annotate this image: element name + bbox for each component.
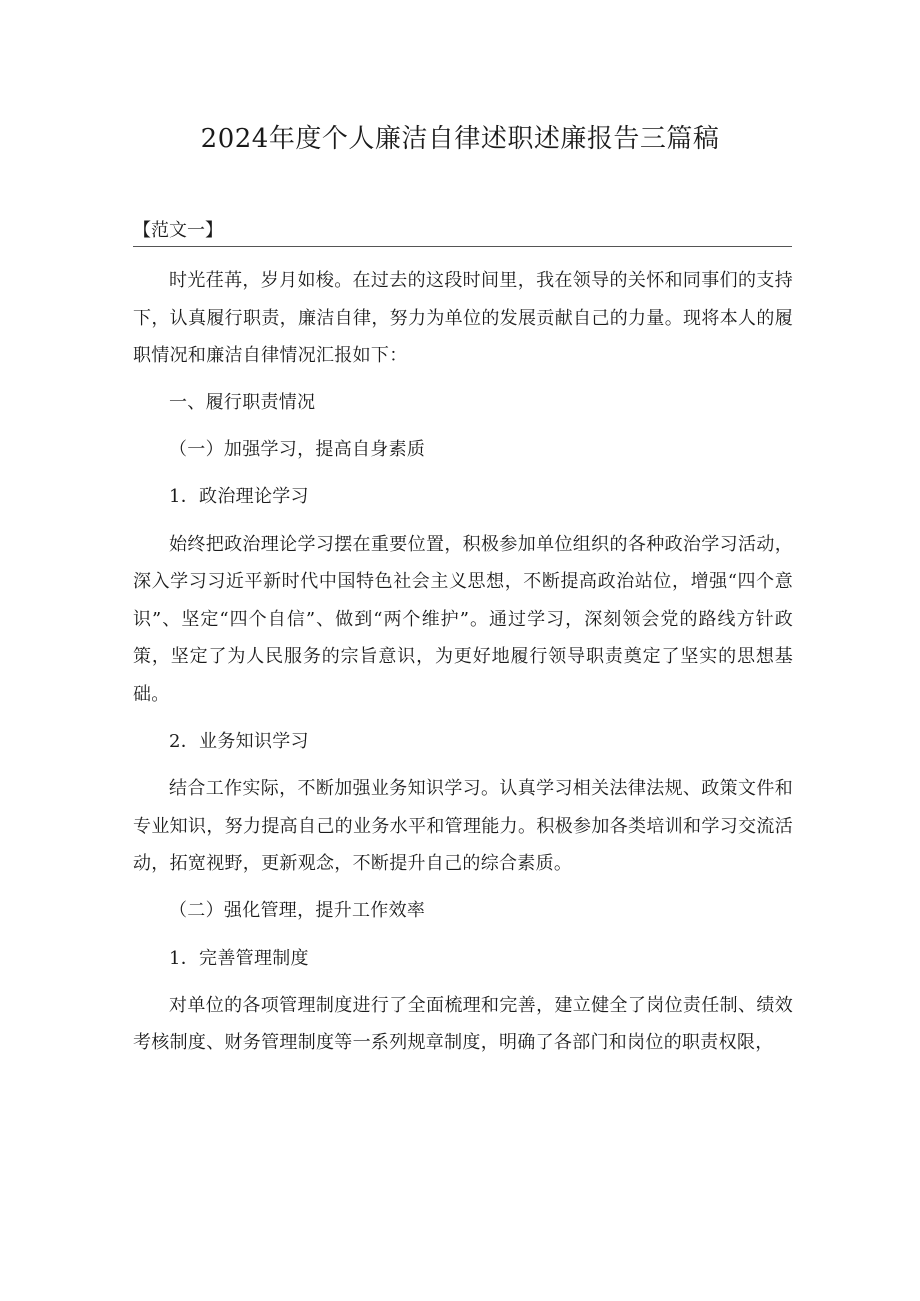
paragraph-political-study: 始终把政治理论学习摆在重要位置，积极参加单位组织的各种政治学习活动，深入学习习近平新时代中国特色社会主义思想，不断提高政治站位，增强“四个意识”、坚定“四个自信”、做到“两个维护”。通过学习，深刻领会党的路线方针政策，坚定了为人民服务的宗旨意识，为更好地履行领导职责奠定了坚实的思想基础。 <box>133 533 793 705</box>
heading-subsection-one: （一）加强学习，提高自身素质 <box>169 439 426 461</box>
heading-item-business-study: 2．业务知识学习 <box>169 731 309 753</box>
section-divider <box>133 246 792 247</box>
heading-item-management-system: 1．完善管理制度 <box>169 947 309 969</box>
paragraph-business-study: 结合工作实际，不断加强业务知识学习。认真学习相关法律法规、政策文件和专业知识，努力提高自己的业务水平和管理能力。积极参加各类培训和学习交流活动，拓宽视野，更新观念，不断提升自己的综合素质。 <box>133 778 793 875</box>
paragraph-intro: 时光荏苒，岁月如梭。在过去的这段时间里，我在领导的关怀和同事们的支持下，认真履行职责，廉洁自律，努力为单位的发展贡献自己的力量。现将本人的履职情况和廉洁自律情况汇报如下： <box>133 270 793 367</box>
section-label: 【范文一】 <box>133 220 223 241</box>
heading-item-political-study: 1．政治理论学习 <box>169 486 309 508</box>
document-title: 2024年度个人廉洁自律述职述廉报告三篇稿 <box>200 124 720 154</box>
heading-part-one: 一、履行职责情况 <box>169 392 316 414</box>
paragraph-management-system: 对单位的各项管理制度进行了全面梳理和完善，建立健全了岗位责任制、绩效考核制度、财务管理制度等一系列规章制度，明确了各部门和岗位的职责权限， <box>133 994 793 1054</box>
heading-subsection-two: （二）强化管理，提升工作效率 <box>169 900 426 922</box>
document-body <box>133 262 793 1062</box>
